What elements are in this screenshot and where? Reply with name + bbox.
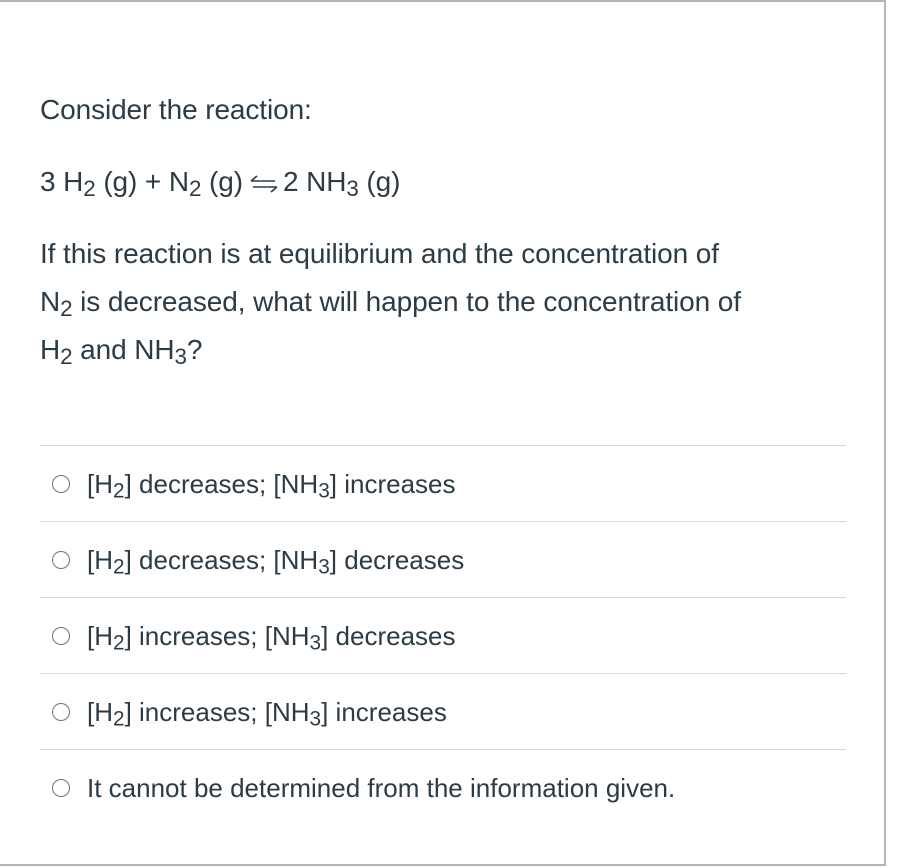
subscript: 2 [113, 707, 125, 731]
answer-list [40, 445, 846, 825]
answer-option-3[interactable] [40, 598, 846, 674]
subscript: 3 [309, 707, 322, 731]
subscript: 2 [60, 295, 73, 321]
text-part: ] decreases [329, 544, 465, 575]
equation-part: (g) [358, 166, 401, 197]
subscript: 2 [113, 555, 125, 579]
question-body [40, 230, 850, 374]
text-part: [H [87, 620, 113, 651]
text-part: [H [87, 544, 113, 575]
answer-option-5[interactable] [40, 750, 846, 825]
subscript: 3 [318, 555, 330, 579]
answer-option-1[interactable] [40, 446, 846, 522]
question-body-line [40, 278, 850, 326]
text-part: ] increases [321, 696, 447, 727]
answer-label [87, 468, 456, 503]
text-part: ] decreases; [NH [124, 544, 319, 575]
subscript: 2 [60, 343, 73, 369]
equation-part: (g) [201, 166, 243, 197]
subscript: 3 [309, 631, 322, 655]
subscript: 2 [83, 175, 96, 201]
subscript: 3 [174, 343, 187, 369]
answer-label [87, 544, 465, 579]
answer-label [87, 620, 456, 655]
text-part: and NH [72, 334, 175, 365]
answer-label: It cannot be determined from the information given. [87, 772, 676, 803]
equilibrium-arrow-icon [249, 175, 279, 193]
answer-label [87, 696, 447, 731]
text-part: ] increases; [NH [124, 696, 310, 727]
text-part: H [40, 334, 61, 365]
subscript: 2 [188, 175, 202, 201]
text-part: ] decreases; [NH [124, 468, 319, 499]
radio-button[interactable] [52, 703, 70, 721]
radio-button[interactable] [52, 475, 70, 493]
text-part: ] decreases [321, 620, 456, 651]
question-intro: Consider the reaction: [40, 94, 312, 125]
subscript: 2 [113, 631, 125, 655]
equation-part: 3 H [40, 166, 84, 197]
text-part: ] increases [329, 468, 456, 499]
text-part: ] increases; [NH [124, 620, 310, 651]
radio-button[interactable] [52, 551, 70, 569]
answer-option-4[interactable] [40, 674, 846, 750]
text-part: ? [186, 334, 203, 365]
equation-part: (g) + N [95, 166, 189, 197]
subscript: 2 [113, 479, 125, 503]
question-body-line: If this reaction is at equilibrium and the concentration of [40, 238, 719, 269]
text-part: N [40, 286, 61, 317]
radio-button[interactable] [52, 627, 70, 645]
reaction-equation [40, 158, 850, 206]
text-part: [H [87, 468, 113, 499]
equation-part: 2 NH [282, 166, 347, 197]
question-body-line [40, 326, 850, 374]
subscript: 3 [346, 175, 359, 201]
text-part: [H [87, 696, 113, 727]
subscript: 3 [318, 479, 330, 503]
radio-button[interactable] [52, 779, 70, 797]
question [40, 86, 850, 374]
answer-option-2[interactable] [40, 522, 846, 598]
text-part: is decreased, what will happen to the concentration of [72, 286, 741, 317]
